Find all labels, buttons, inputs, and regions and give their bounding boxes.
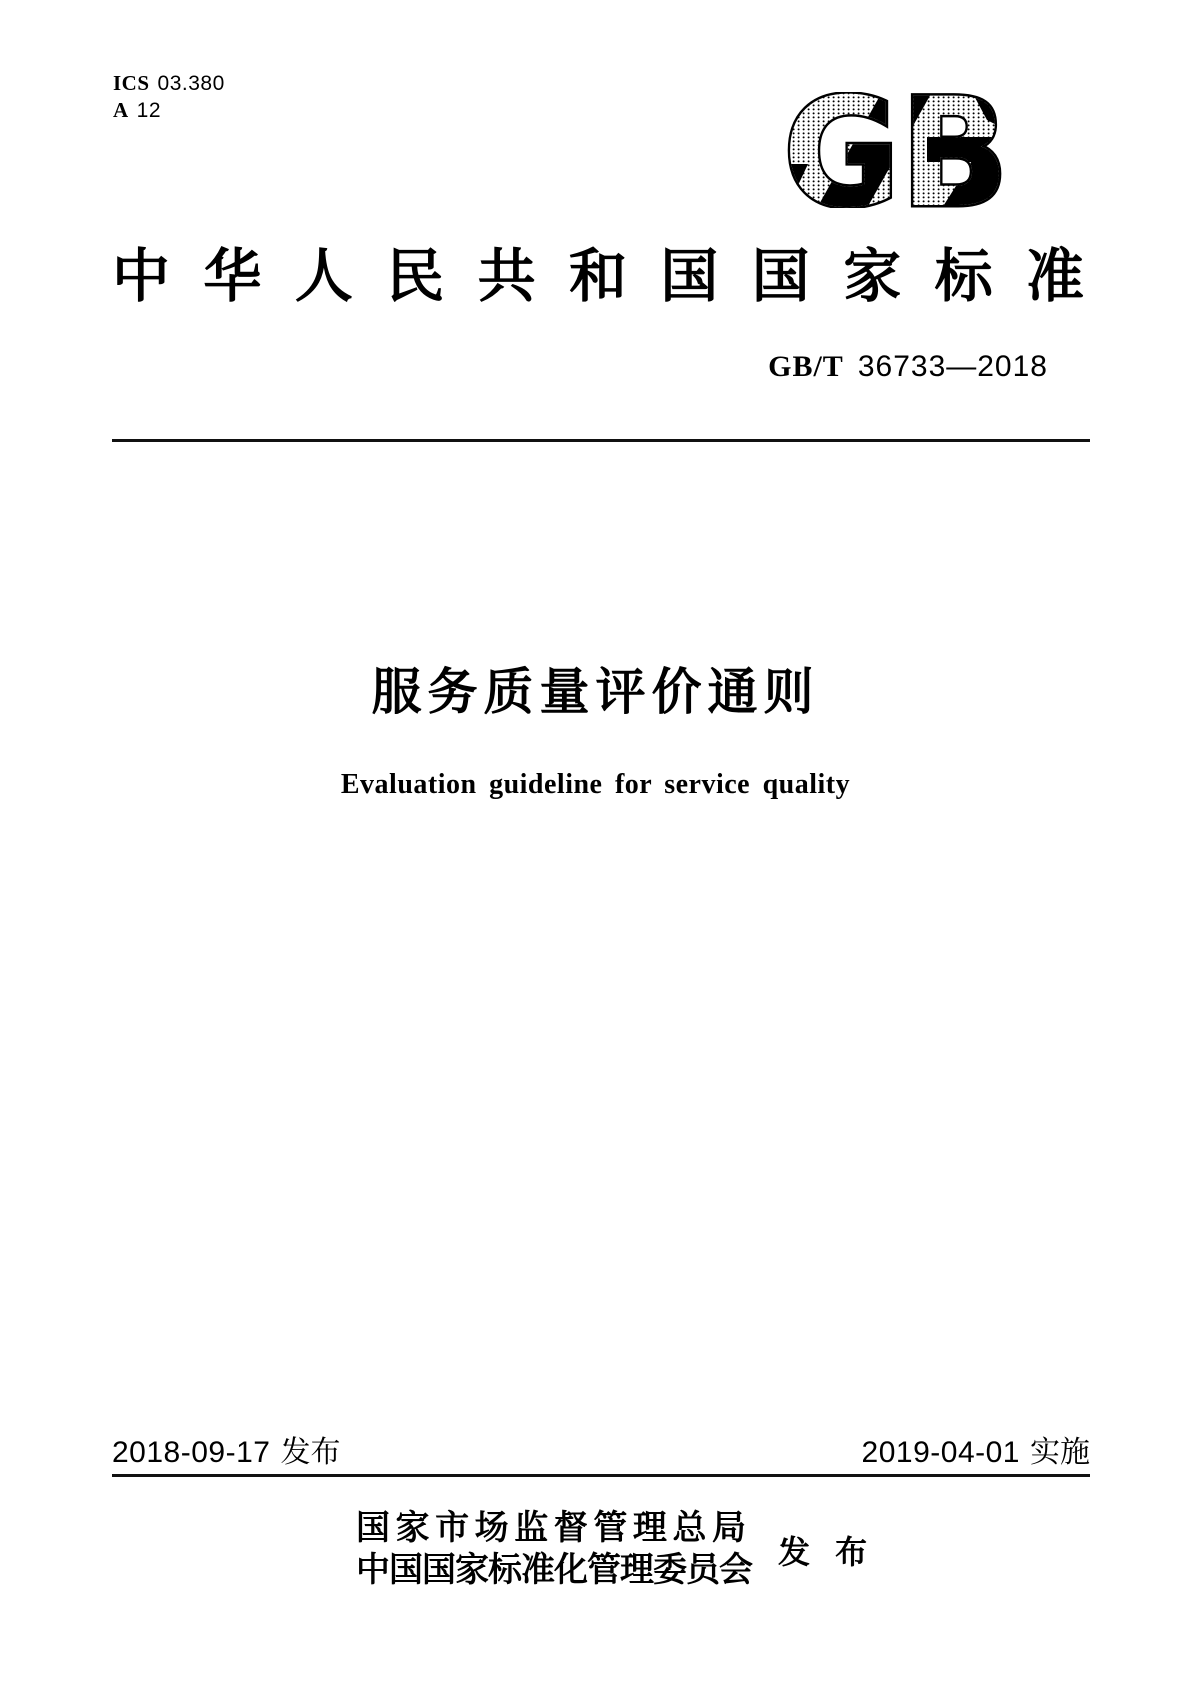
standard-number-code: 36733—2018 xyxy=(857,350,1048,383)
ics-label: ICS xyxy=(113,71,150,95)
classification-line xyxy=(113,97,225,124)
ics-block xyxy=(113,70,225,124)
implementation-date: 2019-04-01 xyxy=(861,1436,1020,1469)
implementation-date-group xyxy=(862,1437,1090,1469)
implementation-date-label: 实施 xyxy=(1030,1436,1090,1469)
issue-date: 2018-09-17 xyxy=(112,1436,271,1469)
ics-line xyxy=(113,70,225,97)
bottom-rule xyxy=(112,1474,1090,1477)
standard-name-heading: 中华人民共和国国家标准 xyxy=(112,244,1084,309)
publish-label: 发 布 xyxy=(778,1533,868,1571)
publisher-line2: 中国国家标准化管理委员会 xyxy=(356,1552,752,1589)
standard-number-prefix: GB/T xyxy=(768,350,844,383)
issue-date-group xyxy=(112,1437,340,1469)
publisher-line1: 国家市场监督管理总局 xyxy=(356,1510,746,1547)
gb-logo xyxy=(782,92,1010,208)
document-title-cn: 服务质量评价通则 xyxy=(371,663,820,721)
publisher-block xyxy=(356,1508,867,1592)
top-rule xyxy=(112,439,1090,442)
standard-number xyxy=(768,350,1048,384)
document-title-en: Evaluation guideline for service quality xyxy=(340,769,851,800)
class-code: 12 xyxy=(136,99,162,122)
publisher-names xyxy=(356,1508,752,1592)
dates-row xyxy=(112,1437,1090,1469)
gb-logo-graphic xyxy=(782,92,1010,208)
issue-date-label: 发布 xyxy=(280,1436,341,1469)
class-label: A xyxy=(113,98,129,122)
ics-code: 03.380 xyxy=(157,72,225,95)
